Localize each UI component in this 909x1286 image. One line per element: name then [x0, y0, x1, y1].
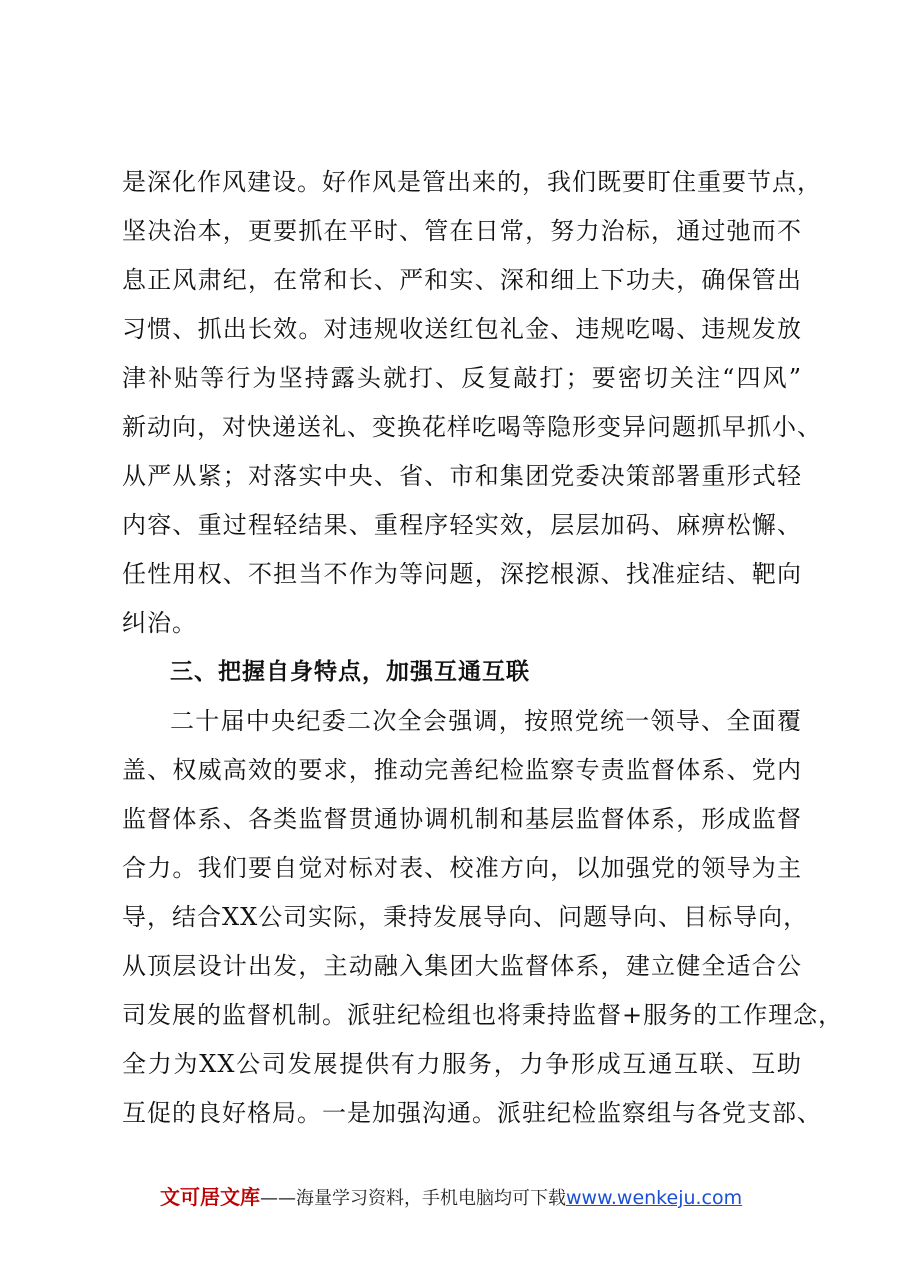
- text-line: 司发展的监督机制。派驻纪检组也将秉持监督+服务的工作理念，: [122, 1001, 844, 1029]
- text-line: 习惯、抓出长效。对违规收送红包礼金、违规吃喝、违规发放: [122, 315, 802, 343]
- text-line: 导，结合XX公司实际，秉持发展导向、问题导向、目标导向，: [122, 903, 809, 931]
- footer-slogan: ——海量学习资料，手机电脑均可下载: [260, 1188, 566, 1209]
- text-line: 全力为XX公司发展提供有力服务，力争形成互通互联、互助: [122, 1050, 802, 1078]
- footer-watermark: [160, 1185, 742, 1211]
- text-line: 互促的良好格局。一是加强沟通。派驻纪检监察组与各党支部、: [122, 1099, 822, 1127]
- text-line: 新动向，对快递送礼、变换花样吃喝等隐形变异问题抓早抓小、: [122, 413, 822, 441]
- text-line: 从严从紧；对落实中央、省、市和集团党委决策部署重形式轻: [122, 462, 802, 490]
- text-line: 是深化作风建设。好作风是管出来的，我们既要盯住重要节点，: [122, 168, 822, 196]
- text-line: 合力。我们要自觉对标对表、校准方向，以加强党的领导为主: [122, 854, 802, 882]
- section-heading: 三、把握自身特点，加强互通互联: [170, 659, 530, 685]
- text-line: 纠治。: [122, 609, 197, 637]
- text-line: 从顶层设计出发，主动融入集团大监督体系，建立健全适合公: [122, 952, 802, 980]
- text-line: 监督体系、各类监督贯通协调机制和基层监督体系，形成监督: [122, 805, 802, 833]
- text-line: 二十届中央纪委二次全会强调，按照党统一领导、全面覆: [170, 707, 802, 735]
- text-line: 津补贴等行为坚持露头就打、反复敲打；要密切关注“四风”: [122, 364, 802, 392]
- website-link[interactable]: www.wenkeju.com: [566, 1187, 743, 1209]
- text-line: 坚决治本，更要抓在平时、管在日常，努力治标，通过弛而不: [122, 217, 802, 245]
- brand-name: 文可居文库: [160, 1185, 260, 1209]
- text-line: 盖、权威高效的要求，推动完善纪检监察专责监督体系、党内: [122, 756, 802, 784]
- text-line: 任性用权、不担当不作为等问题，深挖根源、找准症结、靶向: [122, 560, 802, 588]
- text-line: 内容、重过程轻结果、重程序轻实效，层层加码、麻痹松懈、: [122, 511, 802, 539]
- text-line: 息正风肃纪，在常和长、严和实、深和细上下功夫，确保管出: [122, 266, 802, 294]
